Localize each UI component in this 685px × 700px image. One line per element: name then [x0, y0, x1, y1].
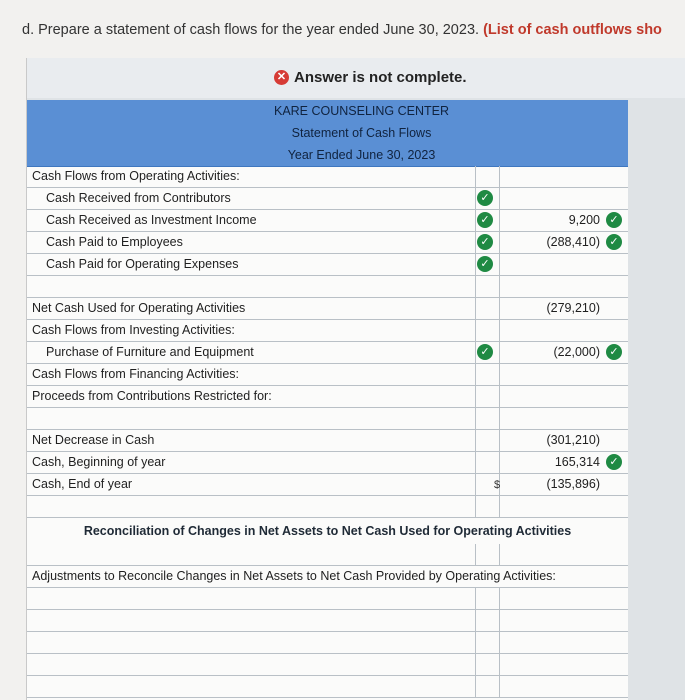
row-label: Cash Flows from Operating Activities:: [32, 169, 240, 183]
statement-period: Year Ended June 30, 2023: [287, 148, 436, 162]
row-label: Cash, End of year: [32, 477, 133, 491]
table-row: [27, 210, 628, 232]
amount-value: (22,000): [553, 345, 600, 359]
instruction-line: [22, 22, 685, 38]
amount-cell[interactable]: [500, 254, 628, 275]
table-row: [27, 342, 628, 364]
table-row: [27, 632, 628, 654]
instruction-note: (List of cash outflows sho: [483, 22, 662, 38]
marker-cell[interactable]: [475, 386, 500, 407]
check-circle-icon: ✓: [477, 212, 493, 228]
label-cell[interactable]: [27, 364, 476, 385]
marker-cell[interactable]: [475, 496, 500, 517]
label-cell[interactable]: [27, 408, 476, 429]
label-cell[interactable]: [27, 544, 476, 565]
label-cell[interactable]: [27, 254, 476, 275]
amount-cell[interactable]: [500, 298, 628, 319]
table-row: [27, 386, 628, 408]
check-circle-icon: ✓: [477, 234, 493, 250]
statement-title: Statement of Cash Flows: [291, 126, 432, 140]
row-label: Adjustments to Reconcile Changes in Net Assets to Net Cash Provided by Operating Activities:: [32, 569, 556, 583]
amount-value: (301,210): [546, 433, 600, 447]
check-circle-icon: ✓: [477, 256, 493, 272]
amount-cell[interactable]: [500, 364, 628, 385]
table-row: [27, 276, 628, 298]
marker-cell[interactable]: [475, 254, 500, 275]
label-cell[interactable]: [27, 474, 476, 495]
table-row: [27, 474, 628, 496]
reconciliation-title: Reconciliation of Changes in Net Assets to Net Cash Used for Operating Activities: [83, 524, 572, 538]
marker-cell[interactable]: [475, 588, 500, 609]
header-title: [27, 122, 628, 145]
table-row: [27, 364, 628, 386]
cash-flow-worksheet: [27, 100, 628, 700]
answer-panel: [26, 58, 685, 700]
label-cell[interactable]: [27, 676, 476, 697]
marker-cell[interactable]: [475, 474, 500, 495]
amount-value: 165,314: [554, 455, 600, 469]
row-label: Cash Received from Contributors: [46, 191, 231, 205]
label-cell[interactable]: [27, 588, 476, 609]
table-row: [27, 566, 628, 588]
table-row: [27, 496, 628, 518]
answer-status: [274, 69, 467, 86]
amount-cell[interactable]: [500, 452, 628, 473]
amount-value: (288,410): [546, 235, 600, 249]
row-label: Cash Flows from Financing Activities:: [32, 367, 240, 381]
table-row: [27, 166, 628, 188]
row-label: Cash, Beginning of year: [32, 455, 166, 469]
marker-cell[interactable]: [475, 298, 500, 319]
check-circle-icon: ✓: [606, 454, 622, 470]
marker-cell[interactable]: [475, 232, 500, 253]
marker-cell[interactable]: [475, 188, 500, 209]
amount-value: 9,200: [568, 213, 600, 227]
table-row: [27, 298, 628, 320]
amount-cell[interactable]: [500, 188, 628, 209]
table-row: [27, 544, 628, 566]
amount-cell[interactable]: [500, 320, 628, 341]
label-cell[interactable]: [27, 654, 476, 675]
table-row: [27, 254, 628, 276]
row-label: Net Decrease in Cash: [32, 433, 155, 447]
marker-cell[interactable]: [475, 342, 500, 363]
check-circle-icon: ✓: [606, 344, 622, 360]
amount-cell[interactable]: [500, 232, 628, 253]
check-circle-icon: ✓: [606, 212, 622, 228]
amount-cell[interactable]: [500, 676, 628, 697]
table-row: [27, 588, 628, 610]
check-circle-icon: ✓: [606, 234, 622, 250]
label-cell[interactable]: [27, 496, 476, 517]
amount-value: (135,896): [546, 477, 600, 491]
marker-cell[interactable]: [475, 676, 500, 697]
label-cell[interactable]: [27, 232, 476, 253]
table-row: [27, 430, 628, 452]
marker-cell[interactable]: [475, 408, 500, 429]
label-cell[interactable]: [27, 166, 476, 187]
marker-cell[interactable]: [475, 320, 500, 341]
table-row: [27, 654, 628, 676]
table-row: [27, 232, 628, 254]
table-row: [27, 408, 628, 430]
status-banner: [27, 58, 685, 98]
label-cell[interactable]: [27, 210, 476, 231]
table-row: [27, 188, 628, 210]
marker-cell[interactable]: [475, 654, 500, 675]
row-label: Net Cash Used for Operating Activities: [32, 301, 246, 315]
amount-cell[interactable]: [500, 654, 628, 675]
org-name: KARE COUNSELING CENTER: [273, 104, 450, 118]
amount-cell[interactable]: [500, 276, 628, 297]
marker-cell[interactable]: [475, 210, 500, 231]
row-label: Cash Received as Investment Income: [46, 213, 257, 227]
label-cell[interactable]: [27, 276, 476, 297]
label-cell[interactable]: [27, 386, 476, 407]
row-label: Cash Paid for Operating Expenses: [46, 257, 239, 271]
check-circle-icon: ✓: [477, 344, 493, 360]
amount-cell[interactable]: [500, 544, 628, 565]
amount-cell[interactable]: [500, 632, 628, 653]
label-cell[interactable]: [27, 320, 476, 341]
marker-cell[interactable]: [475, 544, 500, 565]
marker-cell[interactable]: [475, 276, 500, 297]
amount-cell[interactable]: [500, 210, 628, 231]
amount-cell[interactable]: [500, 342, 628, 363]
amount-cell[interactable]: [500, 408, 628, 429]
amount-value: (279,210): [546, 301, 600, 315]
table-row: [27, 676, 628, 698]
check-circle-icon: ✓: [477, 190, 493, 206]
label-cell[interactable]: [27, 452, 476, 473]
dollar-sign: $: [494, 479, 501, 491]
label-cell[interactable]: [27, 430, 476, 451]
amount-cell[interactable]: [500, 610, 628, 631]
label-cell[interactable]: [27, 632, 476, 653]
x-circle-icon: ✕: [274, 70, 289, 85]
instruction-text: d. Prepare a statement of cash flows for the year ended June 30, 2023.: [22, 22, 480, 38]
label-cell[interactable]: [27, 188, 476, 209]
amount-cell[interactable]: [500, 588, 628, 609]
amount-cell[interactable]: [500, 386, 628, 407]
amount-cell[interactable]: [500, 496, 628, 517]
marker-cell[interactable]: [475, 610, 500, 631]
marker-cell[interactable]: [475, 166, 500, 187]
header-period: [27, 144, 628, 167]
marker-cell[interactable]: [475, 364, 500, 385]
label-cell[interactable]: [27, 342, 476, 363]
label-cell[interactable]: [27, 566, 628, 587]
label-cell[interactable]: [27, 298, 476, 319]
row-label: Cash Flows from Investing Activities:: [32, 323, 235, 337]
amount-cell[interactable]: [500, 474, 628, 495]
answer-status-label: Answer is not complete.: [294, 69, 467, 86]
amount-cell[interactable]: [500, 430, 628, 451]
header-org: [27, 100, 628, 123]
marker-cell[interactable]: [475, 430, 500, 451]
row-label: Purchase of Furniture and Equipment: [46, 345, 254, 359]
table-row: [27, 610, 628, 632]
table-row: [27, 452, 628, 474]
row-label: Cash Paid to Employees: [46, 235, 183, 249]
amount-cell[interactable]: [500, 166, 628, 187]
label-cell[interactable]: [27, 610, 476, 631]
marker-cell[interactable]: [475, 632, 500, 653]
row-label: Proceeds from Contributions Restricted for:: [32, 389, 272, 403]
marker-cell[interactable]: [475, 452, 500, 473]
table-row: [27, 320, 628, 342]
